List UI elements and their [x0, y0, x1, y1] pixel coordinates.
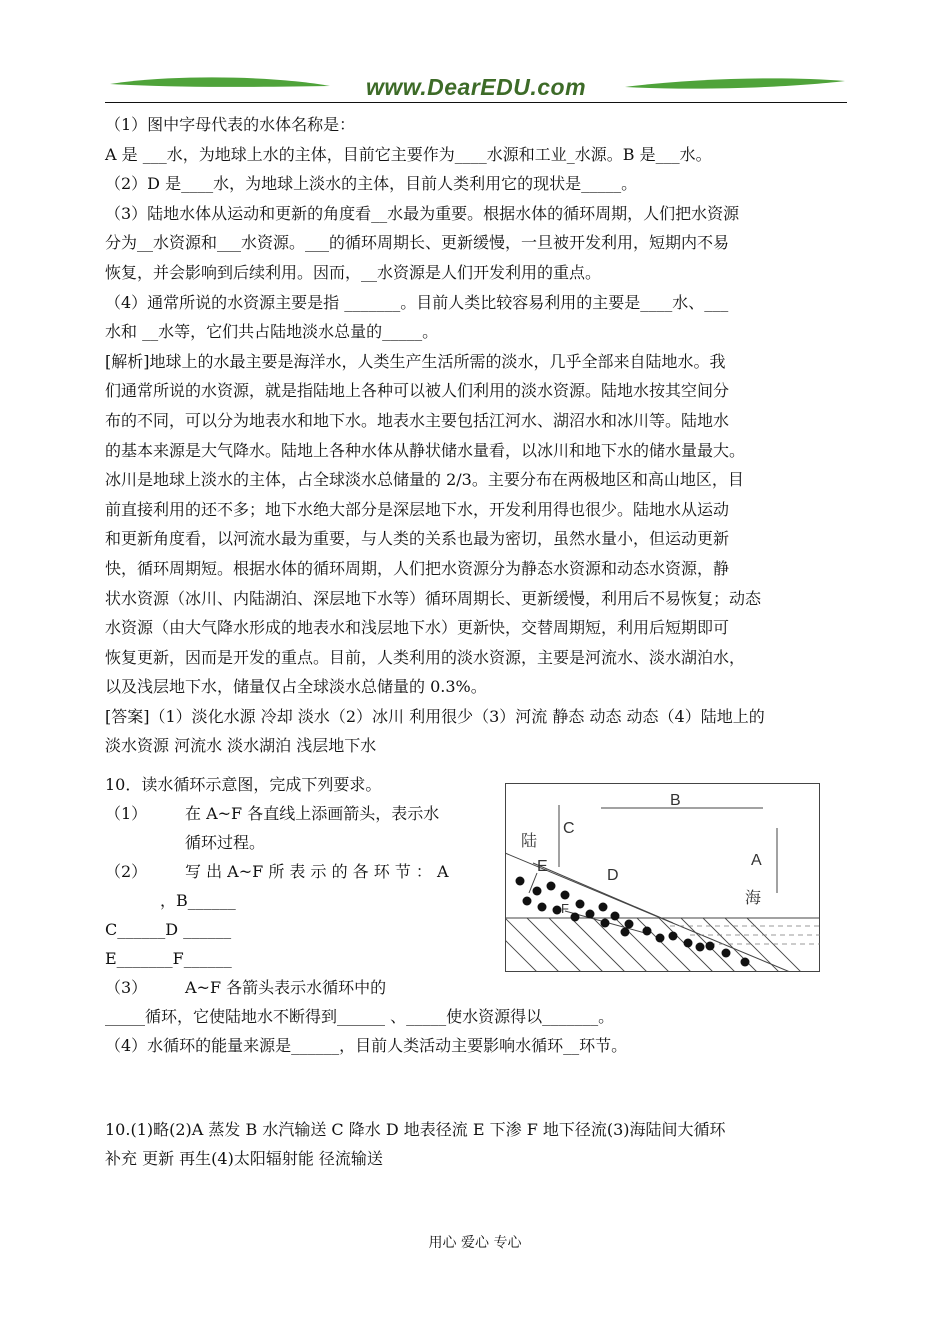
part-text: A~F 各箭头表示水循环中的	[185, 978, 387, 997]
text-line: （3）陆地水体从运动和更新的角度看__水最为重要。根据水体的循环周期，人们把水资源	[105, 203, 740, 223]
answer-line: 淡水资源 河流水 淡水湖泊 浅层地下水	[105, 736, 377, 756]
analysis-line: 恢复更新，因而是开发的重点。目前，人类利用的淡水资源，主要是河流水、淡水湖泊水，	[105, 647, 746, 667]
text-line: （2）D 是____水，为地球上淡水的主体，目前人类利用它的现状是_____。	[105, 174, 638, 194]
answer-line: 补充 更新 再生(4)太阳辐射能 径流输送	[105, 1149, 383, 1168]
analysis-line: 冰川是地球上淡水的主体，占全球淡水总储量的 2/3。主要分布在两极地区和高山地区，目	[105, 470, 744, 490]
question-10-part-3-cont: _____循环，它使陆地水不断得到______ 、_____使水资源得以_______。	[105, 1007, 615, 1026]
question-10-part-2	[105, 857, 449, 886]
analysis-line: 布的不同，可以分为地表水和地下水。地表水主要包括江河水、湖沼水和冰川等。陆地水	[105, 410, 730, 430]
question-10-part-1-cont: 循环过程。	[185, 833, 266, 852]
label-d: D	[607, 867, 619, 884]
answer-line: [答案]（1）淡化水源 冷却 淡水（2）冰川 利用很少（3）河流 静态 动态 动态（4）陆地上的	[105, 706, 765, 726]
question-10-part-2-blank-cd: C______D ______	[105, 920, 232, 939]
label-f: F	[561, 901, 569, 916]
part-text: 在 A~F 各直线上添画箭头，表示水	[185, 804, 440, 823]
question-10-part-3	[105, 973, 386, 1002]
text-line: （4）通常所说的水资源主要是指 _______。目前人类比较容易利用的主要是____水、___	[105, 292, 729, 312]
question-10-part-2-blank-ef: E_______F______	[105, 949, 232, 968]
analysis-line: 以及浅层地下水，储量仅占全球淡水总储量的 0.3%。	[105, 677, 487, 697]
answer-line: 10.(1)略(2)A 蒸发 B 水汽输送 C 降水 D 地表径流 E 下渗 F 地下径流(3)海陆间大循环	[105, 1120, 726, 1139]
part-number: （1）	[105, 804, 148, 823]
question-10-part-4: （4）水循环的能量来源是______，目前人类活动主要影响水循环__环节。	[105, 1036, 628, 1055]
page-footer: 用心 爱心 专心	[428, 1235, 522, 1251]
question-10-part-2-blank-b: ，B______	[160, 891, 236, 910]
label-e: E	[537, 858, 548, 875]
answer-10	[105, 1115, 726, 1173]
water-cycle-diagram	[505, 783, 820, 972]
label-b: B	[670, 792, 681, 809]
label-a: A	[751, 852, 762, 869]
label-c: C	[563, 820, 575, 837]
text-line: 水和 __水等，它们共占陆地淡水总量的_____。	[105, 322, 439, 342]
analysis-line: 前直接利用的还不多；地下水绝大部分是深层地下水，开发利用得也很少。陆地水从运动	[105, 499, 730, 519]
label-sea: 海	[745, 888, 762, 907]
part-text: 写 出 A~F 所 表 示 的 各 环 节 ： A	[185, 862, 449, 881]
analysis-line: 状水资源（冰川、内陆湖泊、深层地下水等）循环周期长、更新缓慢，利用后不易恢复；动态	[105, 588, 762, 608]
site-logo[interactable]: www.DearEDU.com	[365, 74, 587, 100]
analysis-line: 的基本来源是大气降水。陆地上各种水体从静状储水量看，以冰川和地下水的储水量最大。	[105, 440, 746, 460]
part-number: （3）	[105, 978, 148, 997]
text-line: （1）图中字母代表的水体名称是：	[105, 115, 356, 134]
part-number: （2）	[105, 862, 148, 881]
header-rule	[105, 102, 847, 103]
label-land: 陆	[521, 831, 538, 850]
analysis-line: 们通常所说的水资源，就是指陆地上各种可以被人们利用的淡水资源。陆地水按其空间分	[105, 381, 730, 401]
text-line: A 是 ___水，为地球上水的主体，目前它主要作为____水源和工业_水源。B 是___水。	[105, 144, 712, 164]
site-header	[105, 72, 847, 104]
text-line: 分为__水资源和___水资源。___的循环周期长、更新缓慢，一旦被开发利用，短期内不易	[105, 233, 730, 253]
question-10-part-1	[105, 799, 439, 828]
analysis-line: 水资源（由大气降水形成的地表水和浅层地下水）更新快，交替周期短，利用后短期即可	[105, 618, 730, 638]
text-line: 恢复，并会影响到后续利用。因而，__水资源是人们开发利用的重点。	[105, 262, 602, 282]
analysis-line: [解析]地球上的水最主要是海洋水，人类生产生活所需的淡水，几乎全部来自陆地水。我	[105, 351, 726, 371]
analysis-line: 快，循环周期短。根据水体的循环周期，人们把水资源分为静态水资源和动态水资源，静	[105, 558, 730, 578]
analysis-line: 和更新角度看，以河流水最为重要，与人类的关系也最为密切，虽然水量小，但运动更新	[105, 529, 730, 549]
passage	[105, 110, 847, 761]
question-10-title: 10．读水循环示意图，完成下列要求。	[105, 775, 382, 794]
